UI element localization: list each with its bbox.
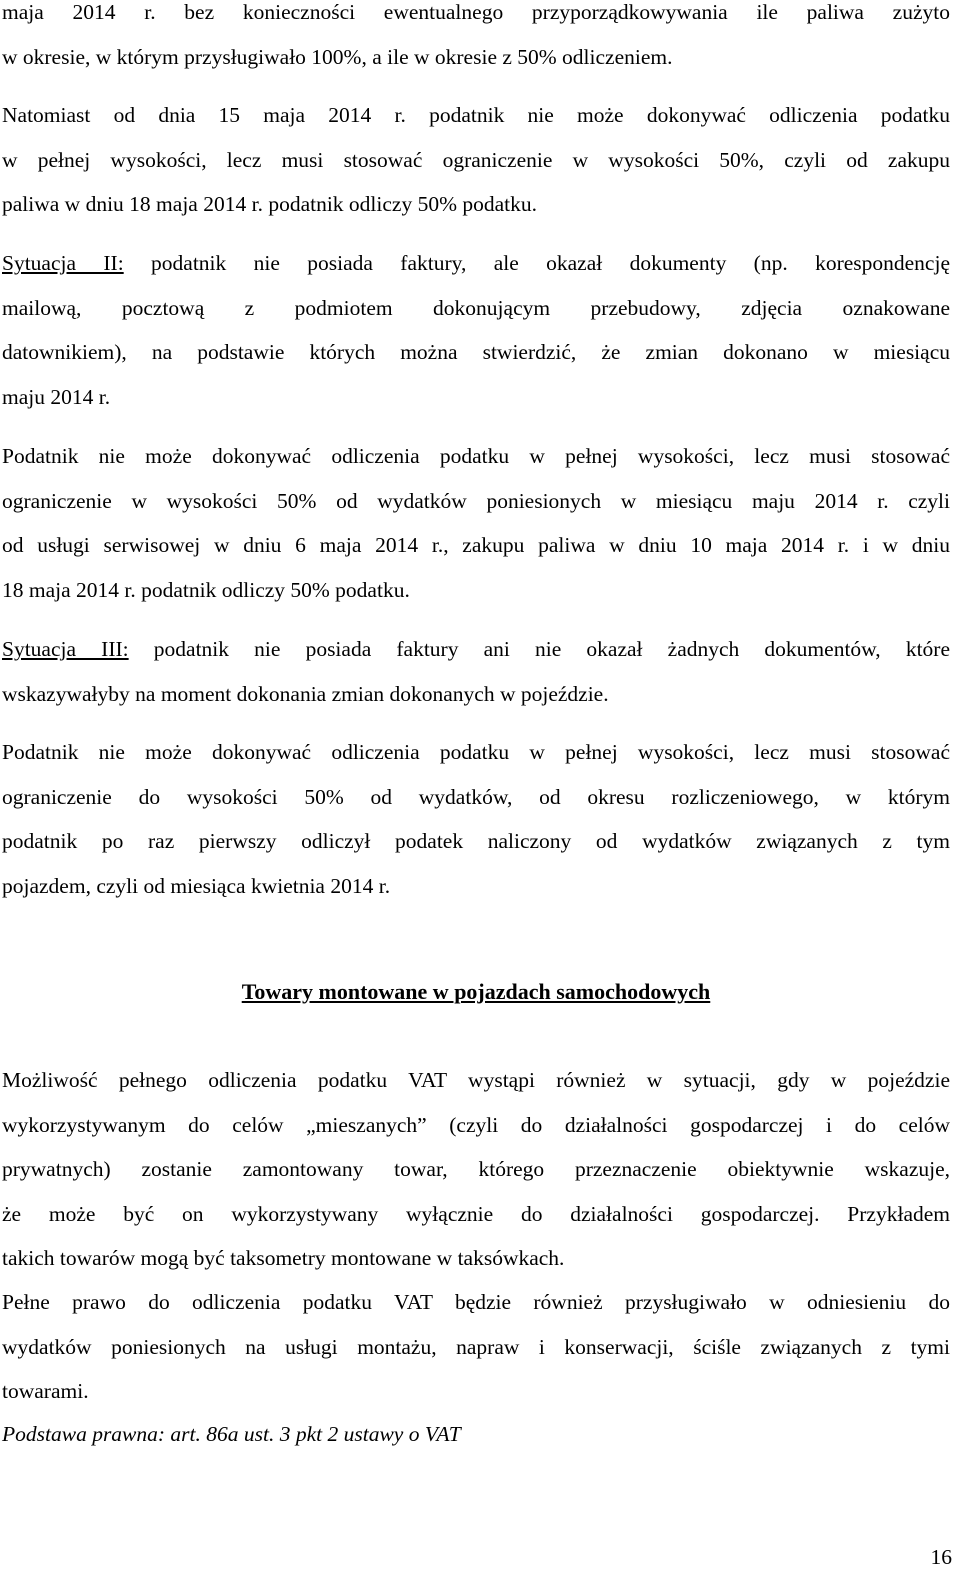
section-heading: Towary montowane w pojazdach samochodowych xyxy=(241,979,711,1004)
paragraph-sytuacja-3 xyxy=(2,627,950,716)
legal-basis: Podstawa prawna: art. 86a ust. 3 pkt 2 ustawy o VAT xyxy=(2,1422,461,1446)
text-line: datownikiem), na podstawie których można stwierdzić, że zmian dokonano w miesiącu xyxy=(2,340,950,364)
text-line xyxy=(2,627,950,672)
text-line: wskazywałyby na moment dokonania zmian dokonanych w pojeździe. xyxy=(2,681,609,706)
text-line: w okresie, w którym przysługiwało 100%, a ile w okresie z 50% odliczeniem. xyxy=(2,44,673,69)
text-line: Pełne prawo do odliczenia podatku VAT będzie również przysługiwało w odniesieniu do xyxy=(2,1290,950,1314)
paragraph-podatnik-1 xyxy=(2,434,950,612)
text-line: w pełnej wysokości, lecz musi stosować ograniczenie w wysokości 50%, czyli od zakupu xyxy=(2,147,950,172)
text-line: Natomiast od dnia 15 maja 2014 r. podatnik nie może dokonywać odliczenia podatku xyxy=(2,103,950,127)
text-line: Podatnik nie może dokonywać odliczenia podatku w pełnej wysokości, lecz musi stosować xyxy=(2,740,950,764)
text-line: ograniczenie w wysokości 50% od wydatków poniesionych w miesiącu maju 2014 r. czyli xyxy=(2,488,950,513)
text-segment: podatnik nie posiada faktury, ale okazał dokumenty (np. korespondencję xyxy=(123,251,950,275)
text-line: 18 maja 2014 r. podatnik odliczy 50% podatku. xyxy=(2,577,410,602)
text-line: towarami. xyxy=(2,1379,89,1403)
text-line: mailową, pocztową z podmiotem dokonującym przebudowy, zdjęcia oznakowane xyxy=(2,295,950,320)
paragraph-sytuacja-2 xyxy=(2,241,950,419)
paragraph-mozliwosc xyxy=(2,1058,950,1281)
situation-label: Sytuacja III: xyxy=(2,637,129,661)
text-line: maju 2014 r. xyxy=(2,384,111,409)
text-line: Podatnik nie może dokonywać odliczenia podatku w pełnej wysokości, lecz musi stosować xyxy=(2,444,950,468)
text-line: od usługi serwisowej w dniu 6 maja 2014 r., zakupu paliwa w dniu 10 maja 2014 r. i w dniu xyxy=(2,533,950,557)
text-line: takich towarów mogą być taksometry montowane w taksówkach. xyxy=(2,1246,565,1270)
text-line: paliwa w dniu 18 maja 2014 r. podatnik odliczy 50% podatku. xyxy=(2,192,538,216)
text-line: ograniczenie do wysokości 50% od wydatków, od okresu rozliczeniowego, w którym xyxy=(2,784,950,809)
text-line: maja 2014 r. bez konieczności ewentualnego przyporządkowywania ile paliwa zużyto xyxy=(2,0,950,24)
paragraph-pelne-prawo xyxy=(2,1280,950,1414)
text-line: Możliwość pełnego odliczenia podatku VAT wystąpi również w sytuacji, gdy w pojeździe xyxy=(2,1068,950,1092)
page-number: 16 xyxy=(930,1545,952,1569)
paragraph-podatnik-2 xyxy=(2,730,950,908)
text-segment: podatnik nie posiada faktury ani nie okazał żadnych dokumentów, które xyxy=(128,637,950,661)
text-line xyxy=(2,241,950,286)
paragraph-continuation xyxy=(2,0,950,79)
paragraph-natomiast xyxy=(2,93,950,227)
text-line: że może być on wykorzystywany wyłącznie do działalności gospodarczej. Przykładem xyxy=(2,1201,950,1226)
text-line: prywatnych) zostanie zamontowany towar, którego przeznaczenie obiektywnie wskazuje, xyxy=(2,1157,950,1181)
text-line: podatnik po raz pierwszy odliczył podatek naliczony od wydatków związanych z tym xyxy=(2,829,950,853)
text-line: pojazdem, czyli od miesiąca kwietnia 2014 r. xyxy=(2,873,391,898)
text-line: wykorzystywanym do celów „mieszanych” (czyli do działalności gospodarczej i do celów xyxy=(2,1112,950,1137)
situation-label: Sytuacja II: xyxy=(2,251,124,275)
text-line: wydatków poniesionych na usługi montażu, napraw i konserwacji, ściśle związanych z tymi xyxy=(2,1334,950,1359)
